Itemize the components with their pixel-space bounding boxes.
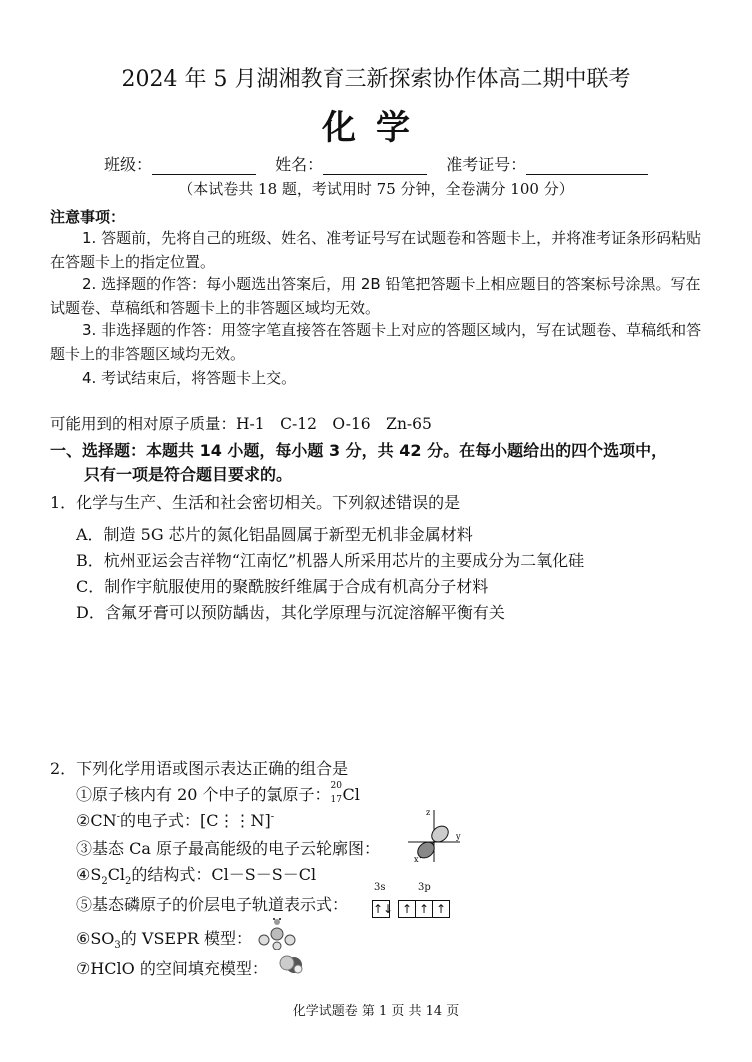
- name-label: 姓名：: [275, 155, 324, 174]
- q2-item-5: ⑤基态磷原子的价层电子轨道表示式：: [76, 895, 349, 914]
- notice-item-4: 4. 考试结束后，将答题卡上交。: [82, 369, 297, 387]
- p-orbital-diagram: [400, 806, 464, 866]
- exam-note: （本试卷共 18 题，考试用时 75 分钟，全卷满分 100 分）: [178, 180, 574, 198]
- orbital-box: ↑: [432, 900, 450, 918]
- axis-y-label: y: [456, 832, 461, 841]
- page-footer: 化学试题卷 第 1 页 共 14 页: [292, 1004, 460, 1019]
- notice-item-1: 1. 答题前，先将自己的班级、姓名、准考证号写在试题卷和答题卡上，并将准考证条形码粘贴在答题卡上的指定位置。: [50, 229, 702, 271]
- chlorine-symbol: Cl: [342, 785, 360, 804]
- q2-item-6: $⑥SO_3$的 VSEPR 模型：: [76, 929, 252, 952]
- section-heading-line1: 一、选择题：本题共 14 小题，每小题 3 分，共 42 分。在每小题给出的四个选项中，: [50, 441, 668, 460]
- hclo-space-filling-model: [278, 952, 306, 976]
- orbital-3p-label: 3p: [418, 882, 431, 893]
- class-blank[interactable]: [152, 156, 256, 175]
- q2-stem: 2．下列化学用语或图示表达正确的组合是: [50, 759, 349, 778]
- section-heading-line2: 只有一项是符合题目要求的。: [84, 465, 293, 484]
- id-label: 准考证号：: [446, 155, 527, 174]
- q1-option-c: C．制作宇航服使用的聚酰胺纤维属于合成有机高分子材料: [76, 577, 489, 596]
- name-blank[interactable]: [323, 156, 427, 175]
- orbital-box: ↑: [398, 900, 416, 918]
- axis-z-label: z: [426, 808, 431, 817]
- orbital-box: ↑: [415, 900, 433, 918]
- q1-option-b: B．杭州亚运会吉祥物“江南忆”机器人所采用芯片的主要成分为二氧化硅: [76, 551, 585, 570]
- notice-heading: 注意事项：: [50, 208, 126, 226]
- class-label: 班级：: [104, 155, 153, 174]
- notice-item-3: 3. 非选择题的作答：用签字笔直接答在答题卡上对应的答题区域内，写在试题卷、草稿纸和答题卡上的非答题区域均无效。: [50, 321, 702, 363]
- q1-option-d: D．含氟牙膏可以预防龋齿，其化学原理与沉淀溶解平衡有关: [76, 603, 505, 622]
- atomic-masses: 可能用到的相对原子质量：H-1 C-12 O-16 Zn-65: [50, 415, 432, 433]
- orbital-3p-boxes: [398, 898, 449, 918]
- q2-item-4: $④S_2Cl_2$的结构式：Cl－S－S－Cl: [76, 865, 317, 888]
- subject-title: 化学: [322, 108, 430, 148]
- orbital-3s-boxes: [372, 898, 394, 918]
- q2-item-1: ①原子核内有 20 个中子的氯原子： 20 17 Cl: [76, 780, 360, 805]
- so3-vsepr-model: [256, 916, 298, 950]
- mass-number: 20: [330, 780, 342, 791]
- orbital-box: ↑↓: [373, 902, 394, 916]
- q2-item-7: ⑦HClO 的空间填充模型：: [76, 959, 268, 978]
- student-info-fields: [104, 152, 662, 175]
- atomic-number: 17: [330, 794, 342, 805]
- notice-item-2: 2. 选择题的作答：每小题选出答案后，用 2B 铅笔把答题卡上相应题目的答案标号涂黑。写在试题卷、草稿纸和答题卡上的非答题区域均无效。: [50, 275, 701, 317]
- axis-x-label: x: [414, 855, 419, 864]
- q2-item-3: ③基态 Ca 原子最高能级的电子云轮廓图：: [76, 839, 380, 858]
- exam-title: 2024 年 5 月湖湘教育三新探索协作体高二期中联考: [121, 67, 631, 92]
- q1-option-a: A．制造 5G 芯片的氮化铝晶圆属于新型无机非金属材料: [76, 525, 473, 544]
- q2-item-2: ②CN-的电子式：[C⋮⋮N]-: [76, 811, 275, 830]
- orbital-3s-label: 3s: [374, 882, 386, 893]
- q1-stem: 1．化学与生产、生活和社会密切相关。下列叙述错误的是: [50, 493, 461, 512]
- id-blank[interactable]: [526, 156, 648, 175]
